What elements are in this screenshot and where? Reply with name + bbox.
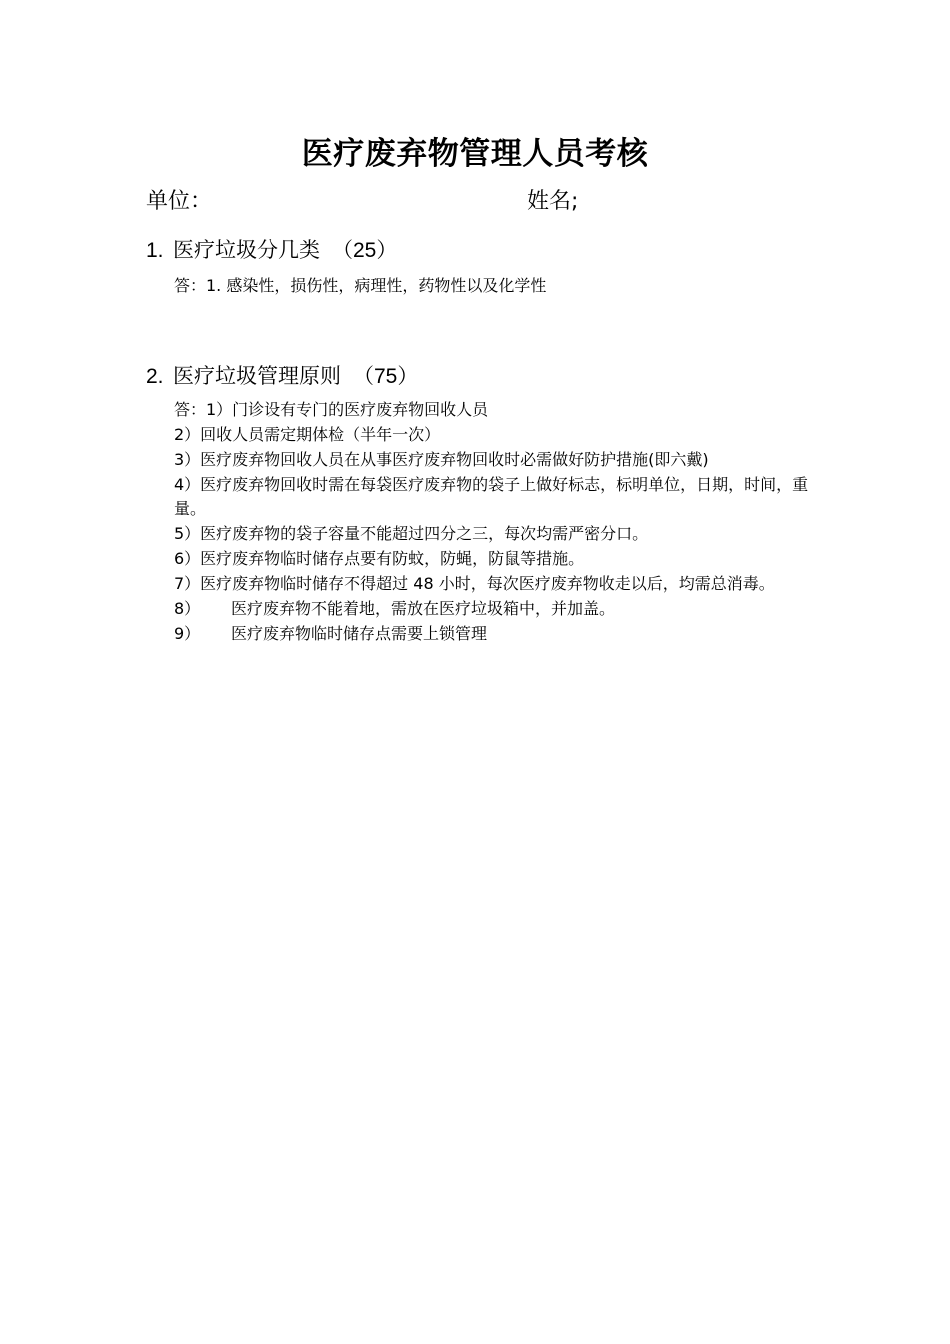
name-label: 姓名; — [527, 189, 579, 214]
question-2-score: （75） — [353, 365, 419, 388]
answer-item-number: 9） — [174, 624, 201, 643]
answer-item: 答：1）门诊设有专门的医疗废弃物回收人员 — [174, 400, 489, 419]
question-2 — [146, 360, 418, 390]
question-1-number: 1. — [146, 239, 164, 262]
answer-item: 2）回收人员需定期体检（半年一次） — [174, 425, 441, 444]
question-1 — [146, 234, 397, 264]
answer-item: 6）医疗废弃物临时储存点要有防蚊，防蝇，防鼠等措施。 — [174, 549, 585, 568]
question-1-text: 医疗垃圾分几类 — [173, 238, 320, 262]
question-1-score: （25） — [332, 239, 398, 262]
answer-item: 7）医疗废弃物临时储存不得超过 48 小时，每次医疗废弃物收走以后，均需总消毒。 — [174, 574, 775, 593]
answer-item: 3）医疗废弃物回收人员在从事医疗废弃物回收时必需做好防护措施(即六戴) — [174, 450, 709, 469]
answer-item-text: 医疗废弃物不能着地，需放在医疗垃圾箱中，并加盖。 — [231, 599, 616, 618]
answer-item-number: 8） — [174, 599, 201, 618]
question-2-number: 2. — [146, 365, 164, 388]
answer-item — [174, 597, 814, 621]
answer-item: 4）医疗废弃物回收时需在每袋医疗废弃物的袋子上做好标志，标明单位，日期，时间，重量。 — [174, 475, 809, 518]
question-2-text: 医疗垃圾管理原则 — [173, 364, 341, 388]
answer-item: 5）医疗废弃物的袋子容量不能超过四分之三，每次均需严密分口。 — [174, 524, 649, 543]
question-1-answer: 答：1. 感染性，损伤性，病理性，药物性以及化学性 — [174, 276, 547, 295]
answer-item — [174, 622, 814, 646]
unit-label: 单位： — [146, 189, 213, 214]
question-2-answers — [174, 398, 814, 647]
document-title: 医疗废弃物管理人员考核 — [301, 136, 649, 172]
answer-item-text: 医疗废弃物临时储存点需要上锁管理 — [231, 624, 488, 643]
